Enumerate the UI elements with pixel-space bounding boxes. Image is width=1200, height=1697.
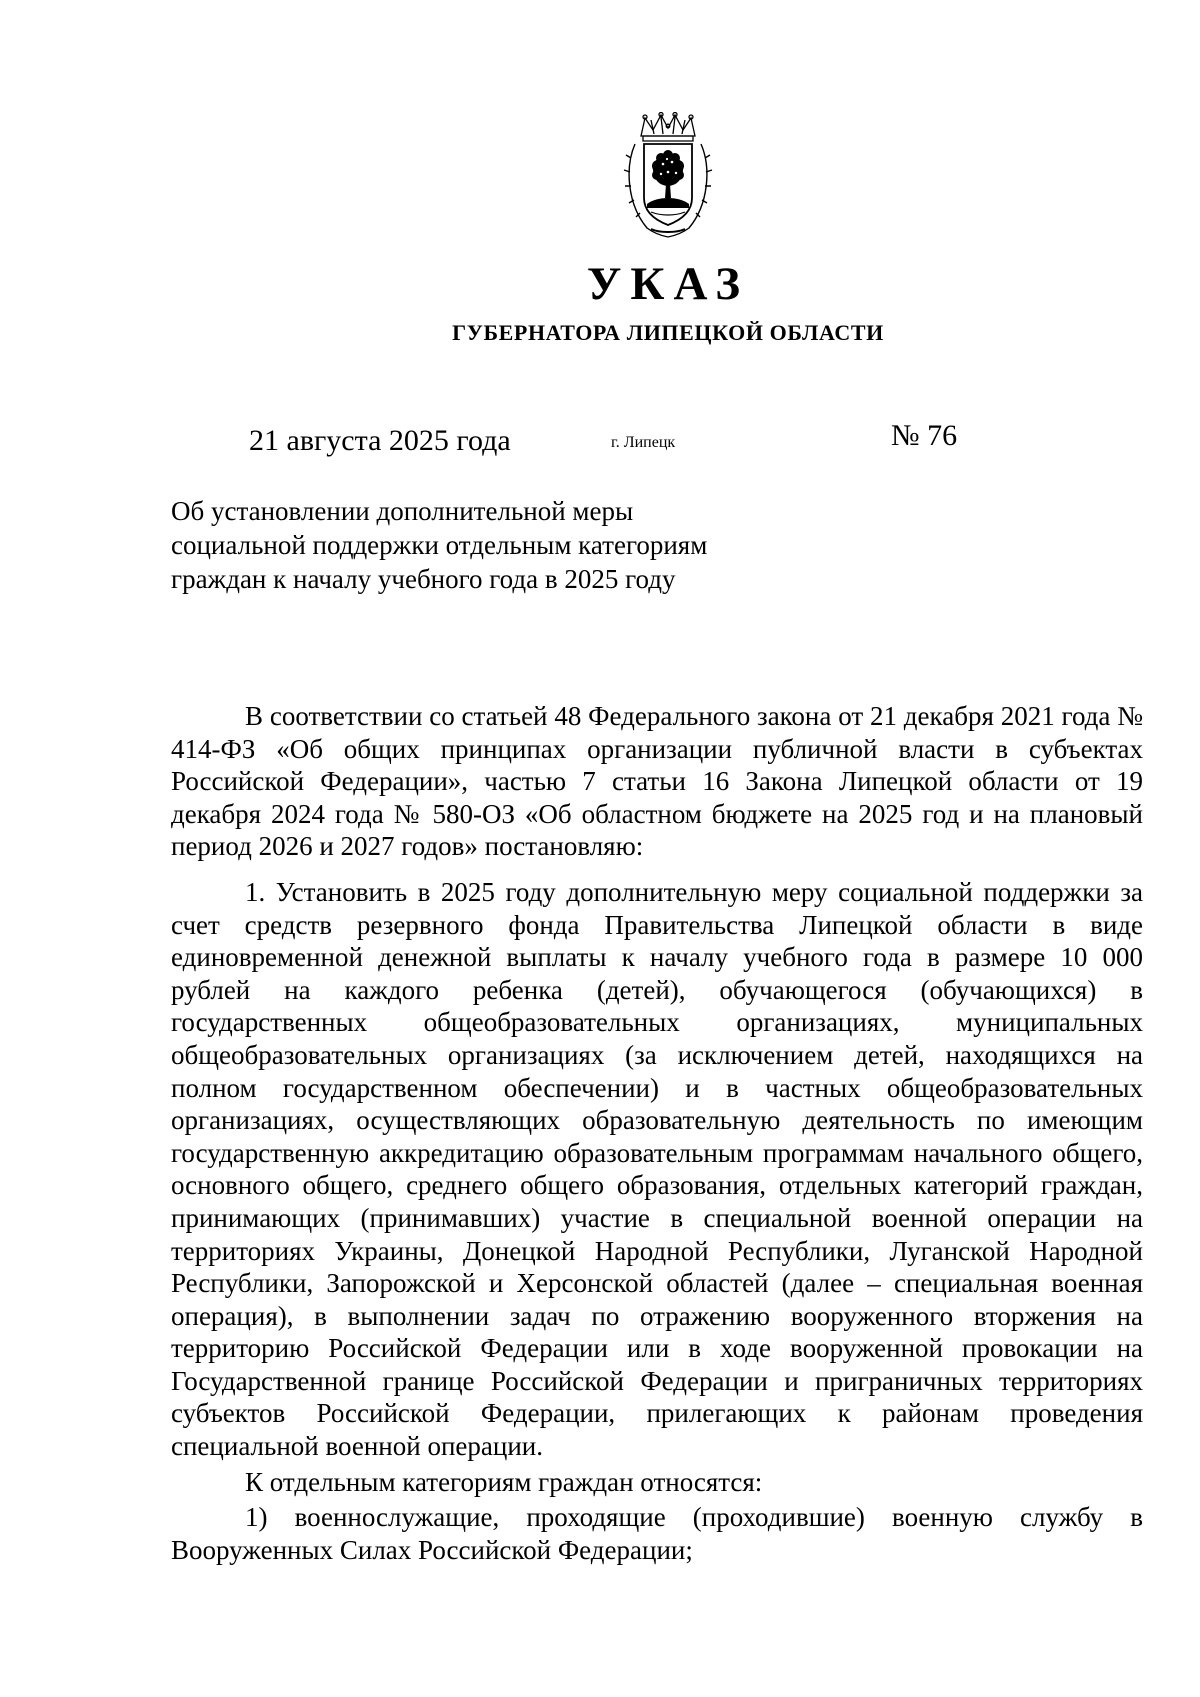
body-paragraph: 1) военнослужащие, проходящие (проходившие) военную службу в Вооруженных Силах Российской Федерации; [171,1502,1143,1565]
document-subject [171,494,791,596]
document-type-heading: УКАЗ [586,258,750,310]
document-place: г. Липецк [611,434,676,451]
issuer-heading: ГУБЕРНАТОРА ЛИПЕЦКОЙ ОБЛАСТИ [452,320,884,345]
coat-of-arms-icon [621,112,715,240]
subject-line: социальной поддержки отдельным категориям [171,530,708,560]
document-body [171,700,1143,1566]
document-date: 21 августа 2025 года [249,424,511,457]
body-paragraph: 1. Установить в 2025 году дополнительную меру социальной поддержки за счет средств резервного фонда Правительства Липецкой области в виде единовременной денежной выплаты к началу учебного года в размере 10 000 рублей на каждого ребенка (детей), обучающегося (обучающихся) в государственных общеобразовательных организациях, муниципальных общеобразовательных организациях (за исключением детей, находящихся на полном государственном обеспечении) и в частных общеобразовательных организациях, осуществляющих образовательную деятельность по имеющим государственную аккредитацию образовательным программам начального общего, основного общего, среднего общего образования, отдельных категорий граждан, принимающих (принимавших) участие в специальной военной операции на территориях Украины, Донецкой Народной Республики, Луганской Народной Республики, Запорожской и Херсонской областей (далее – специальная военная операция), в выполнении задач по отражению вооруженного вторжения на территорию Российской Федерации или в ходе вооруженной провокации на Государственной границе Российской Федерации и приграничных территориях субъектов Российской Федерации, прилегающих к районам проведения специальной военной операции. [171,876,1143,1462]
body-paragraph: В соответствии со статьей 48 Федерального закона от 21 декабря 2021 года № 414-ФЗ «Об общих принципах организации публичной власти в субъектах Российской Федерации», частью 7 статьи 16 Закона Липецкой области от 19 декабря 2024 года № 580-ОЗ «Об областном бюджете на 2025 год и на плановый период 2026 и 2027 годов» постановляю: [171,701,1143,862]
subject-line: Об установлении дополнительной меры [171,496,634,526]
document-number: № 76 [891,419,958,452]
subject-line: граждан к началу учебного года в 2025 году [171,564,676,594]
body-paragraph: К отдельным категориям граждан относятся: [245,1466,763,1497]
